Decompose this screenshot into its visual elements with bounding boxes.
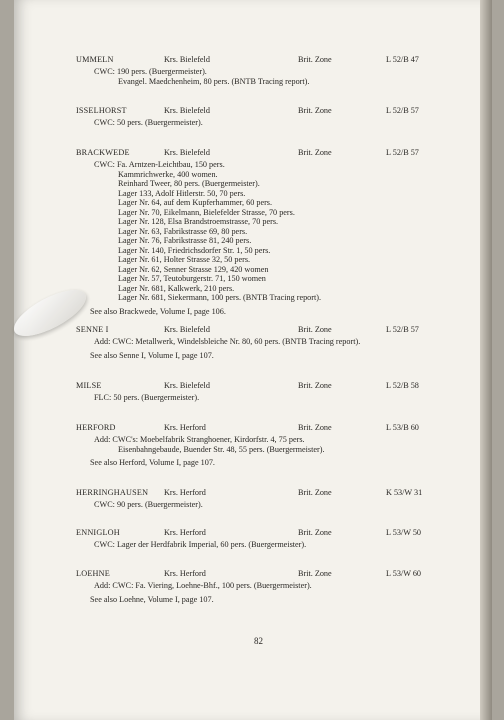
entry-line: Evangel. Maedchenheim, 80 pers. (BNTB Tracing report). bbox=[118, 76, 310, 86]
entry bbox=[76, 382, 446, 404]
entry-ref: K 53/W 31 bbox=[386, 488, 423, 497]
entry bbox=[76, 424, 446, 469]
entry-line: FLC: 50 pers. (Buergermeister). bbox=[94, 393, 200, 402]
entry-place: SENNE I bbox=[76, 325, 109, 334]
entry bbox=[76, 56, 446, 87]
document-page bbox=[14, 0, 492, 720]
entry-ref: L 52/B 47 bbox=[386, 55, 419, 64]
entry-line: CWC: Fa. Arntzen-Leichtbau, 150 pers. bbox=[94, 160, 225, 169]
entry-ref: L 52/B 57 bbox=[386, 106, 419, 115]
book-gutter bbox=[480, 0, 492, 720]
entry-place: MILSE bbox=[76, 381, 102, 390]
entry-line: Lager Nr. 681, Siekermann, 100 pers. (BNTB Tracing report). bbox=[118, 293, 322, 302]
entry-ref: L 52/B 58 bbox=[386, 381, 419, 390]
entry-header bbox=[76, 149, 446, 161]
entry bbox=[76, 489, 446, 511]
entry-krs: Krs. Herford bbox=[164, 488, 206, 497]
entry-ref: L 53/B 60 bbox=[386, 423, 419, 432]
entry-line: Lager Nr. 681, Kalkwerk, 210 pers. bbox=[118, 283, 235, 293]
entry-line: Eisenbahngebaude, Buender Str. 48, 55 pers. (Buergermeister). bbox=[118, 444, 325, 454]
entry-header bbox=[76, 326, 446, 338]
entry-krs: Krs. Herford bbox=[164, 528, 206, 537]
entry-line: Add: CWC: Fa. Viering, Loehne-Bhf., 100 pers. (Buergermeister). bbox=[94, 581, 312, 590]
entry-line: CWC: 190 pers. (Buergermeister). bbox=[94, 67, 207, 76]
entry-zone: Brit. Zone bbox=[298, 148, 332, 157]
entry bbox=[76, 570, 446, 606]
entry-krs: Krs. Bielefeld bbox=[164, 55, 210, 64]
entry-line: Lager Nr. 140, Friedrichsdorfer Str. 1, 50 pers. bbox=[118, 245, 271, 255]
entry-line: Lager Nr. 63, Fabrikstrasse 69, 80 pers. bbox=[118, 226, 248, 236]
entry-krs: Krs. Bielefeld bbox=[164, 148, 210, 157]
entry-line: Kammrichwerke, 400 women. bbox=[118, 169, 218, 179]
entry-place: HERFORD bbox=[76, 423, 116, 432]
entry-zone: Brit. Zone bbox=[298, 381, 332, 390]
entry-place: LOEHNE bbox=[76, 569, 110, 578]
entry-ref: L 52/B 57 bbox=[386, 325, 419, 334]
entry-place: UMMELN bbox=[76, 55, 114, 64]
entry-line: Add: CWC's: Moebelfabrik Stranghoener, Kirdorfstr. 4, 75 pers. bbox=[94, 435, 305, 444]
entry bbox=[76, 529, 446, 551]
entry-place: BRACKWEDE bbox=[76, 148, 130, 157]
page-number: 82 bbox=[254, 636, 263, 646]
see-also-reference: See also Loehne, Volume I, page 107. bbox=[90, 594, 214, 604]
entry-header bbox=[76, 529, 446, 541]
entry bbox=[76, 149, 446, 318]
entry-line: Lager Nr. 61, Holter Strasse 32, 50 pers. bbox=[118, 255, 251, 264]
entry-line: CWC: Lager der Herdfabrik Imperial, 60 pers. (Buergermeister). bbox=[94, 540, 307, 549]
entry-zone: Brit. Zone bbox=[298, 106, 332, 115]
entry-line: Lager Nr. 64, auf dem Kupferhammer, 60 pers. bbox=[118, 198, 273, 207]
entry-header bbox=[76, 382, 446, 394]
entry-zone: Brit. Zone bbox=[298, 325, 332, 334]
entry-line: Lager Nr. 62, Senner Strasse 129, 420 women bbox=[118, 264, 269, 274]
entry-krs: Krs. Herford bbox=[164, 569, 206, 578]
entry-zone: Brit. Zone bbox=[298, 569, 332, 578]
entry-line: Lager Nr. 76, Fabrikstrasse 81, 240 pers. bbox=[118, 236, 252, 245]
entry-ref: L 53/W 50 bbox=[386, 528, 422, 537]
entry-header bbox=[76, 489, 446, 501]
entry-zone: Brit. Zone bbox=[298, 488, 332, 497]
entry-line: Lager 133, Adolf Hitlerstr. 50, 70 pers. bbox=[118, 188, 246, 198]
entry-header bbox=[76, 424, 446, 436]
entry-krs: Krs. Herford bbox=[164, 423, 206, 432]
entry-place: ISSELHORST bbox=[76, 106, 127, 115]
entry-line: Lager Nr. 57, Teutoburgerstr. 71, 150 women bbox=[118, 274, 266, 283]
entry-ref: L 52/B 57 bbox=[386, 148, 419, 157]
entry-krs: Krs. Bielefeld bbox=[164, 325, 210, 334]
entry-line: Lager Nr. 128, Elsa Brandstroemstrasse, 70 pers. bbox=[118, 217, 279, 226]
entry-krs: Krs. Bielefeld bbox=[164, 381, 210, 390]
see-also-reference: See also Herford, Volume I, page 107. bbox=[90, 458, 215, 467]
see-also-reference: See also Senne I, Volume I, page 107. bbox=[90, 350, 214, 360]
entry bbox=[76, 326, 446, 362]
entry-line: Add: CWC: Metallwerk, Windelsbleiche Nr. 80, 60 pers. (BNTB Tracing report). bbox=[94, 337, 361, 346]
entry-zone: Brit. Zone bbox=[298, 55, 332, 64]
see-also-reference: See also Brackwede, Volume I, page 106. bbox=[90, 306, 226, 316]
entry-zone: Brit. Zone bbox=[298, 423, 332, 432]
entry-place: HERRINGHAUSEN bbox=[76, 488, 149, 497]
entry bbox=[76, 107, 446, 129]
entry-header bbox=[76, 107, 446, 119]
entry-zone: Brit. Zone bbox=[298, 528, 332, 537]
entry-krs: Krs. Bielefeld bbox=[164, 106, 210, 115]
entry-ref: L 53/W 60 bbox=[386, 569, 422, 578]
entry-header bbox=[76, 570, 446, 582]
entry-header bbox=[76, 56, 446, 68]
entry-line: Reinhard Tweer, 80 pers. (Buergermeister). bbox=[118, 179, 260, 188]
entry-line: Lager Nr. 70, Eikelmann, Bielefelder Strasse, 70 pers. bbox=[118, 207, 295, 217]
entry-line: CWC: 50 pers. (Buergermeister). bbox=[94, 118, 203, 127]
entry-line: CWC: 90 pers. (Buergermeister). bbox=[94, 500, 203, 509]
entry-place: ENNIGLOH bbox=[76, 528, 120, 537]
